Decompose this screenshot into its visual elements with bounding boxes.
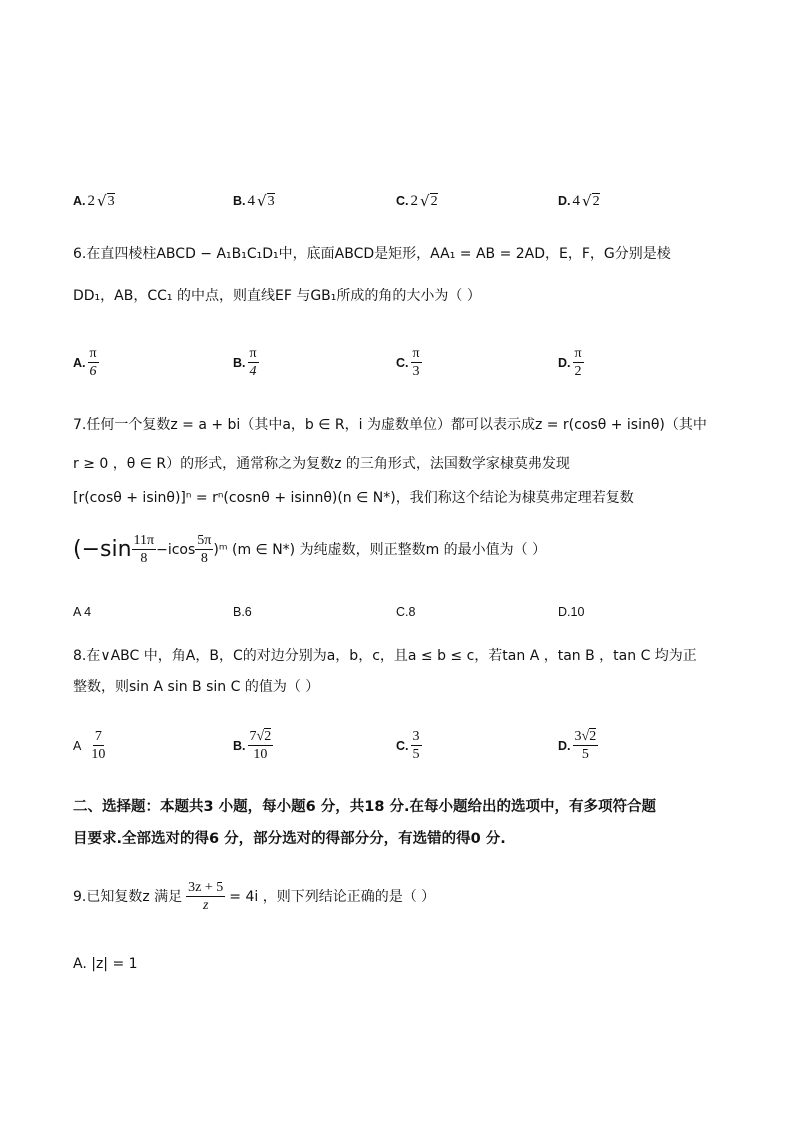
q7-stem-line1: 7.任何一个复数z = a + bi（其中a，b ∈ R，i 为虚数单位）都可以表示成z = r(cosθ + isinθ)（其中 xyxy=(73,417,707,433)
option-label: D. xyxy=(558,194,571,208)
fraction-numerator: 3√2 xyxy=(573,729,599,746)
q6-option-c xyxy=(396,346,422,380)
q8-option-a xyxy=(73,729,107,763)
fraction-denominator: 6 xyxy=(89,364,97,380)
fraction-denominator: 10 xyxy=(253,747,268,763)
q5-option-a xyxy=(73,192,115,210)
q6-option-b xyxy=(233,346,259,380)
option-label: D. xyxy=(558,355,571,370)
option-label: C. xyxy=(396,194,409,208)
option-label: C.8 xyxy=(396,605,416,619)
fraction-numerator: π xyxy=(573,346,584,363)
q7-option-c xyxy=(396,605,415,619)
fraction-denominator: 3 xyxy=(412,364,420,380)
radicand: 3 xyxy=(107,194,115,209)
fraction-numerator: π xyxy=(88,346,99,363)
q6-option-a xyxy=(73,346,99,380)
radicand: 2 xyxy=(264,729,272,744)
option-label: B. xyxy=(233,355,246,370)
fraction-numerator: 11π xyxy=(132,533,157,550)
option-label: D. xyxy=(558,738,571,753)
option-coef: 2 xyxy=(410,192,418,209)
fraction-numerator: 5π xyxy=(195,533,213,550)
fraction-denominator: 8 xyxy=(140,551,148,567)
q6-stem-line1: 6.在直四棱柱ABCD − A₁B₁C₁D₁中，底面ABCD是矩形，AA₁ = AB = 2AD，E，F，G分别是棱 xyxy=(73,246,671,262)
fraction xyxy=(248,729,274,763)
radicand: 2 xyxy=(592,194,600,209)
option-label: B. xyxy=(233,194,246,208)
fraction xyxy=(195,533,213,567)
fraction-numerator: 7√2 xyxy=(248,729,274,746)
coefficient: 7 xyxy=(249,729,257,744)
fraction-numerator: π xyxy=(248,346,259,363)
sqrt-symbol: √ 3 xyxy=(97,192,115,210)
q7-option-a xyxy=(73,605,91,619)
option-label: D.10 xyxy=(558,605,585,619)
q7-stem-line2: r ≥ 0 ，θ ∈ R）的形式，通常称之为复数z 的三角形式，法国数学家棣莫弗发现 xyxy=(73,456,570,472)
q8-option-d xyxy=(558,729,598,763)
q6-stem-line2: DD₁，AB，CC₁ 的中点，则直线EF 与GB₁所成的角的大小为（ ） xyxy=(73,288,481,304)
q8-stem-line2: 整数，则sin A sin B sin C 的值为（ ） xyxy=(73,679,320,695)
fraction xyxy=(573,346,584,380)
q7-option-b xyxy=(233,605,252,619)
q7-expr-mid: −icos xyxy=(156,541,196,558)
fraction-denominator: 4 xyxy=(249,364,257,380)
q7-stem-line4 xyxy=(73,533,546,567)
option-label: A. xyxy=(73,355,86,370)
fraction xyxy=(248,346,259,380)
q9-stem xyxy=(73,880,435,914)
option-coef: 2 xyxy=(87,192,95,209)
option-label: C. xyxy=(396,738,409,753)
option-label: B. xyxy=(233,738,246,753)
fraction-denominator: 2 xyxy=(574,364,582,380)
q7-expr-post: )ᵐ (m ∈ N*) 为纯虚数，则正整数m 的最小值为（ ） xyxy=(213,541,547,558)
option-label: B.6 xyxy=(233,605,252,619)
fraction-denominator: 8 xyxy=(200,551,208,567)
fraction-numerator: 3z + 5 xyxy=(186,880,225,897)
sqrt-symbol: √ 2 xyxy=(582,192,600,210)
fraction xyxy=(186,880,225,914)
fraction xyxy=(573,729,599,763)
q8-stem-line1: 8.在∨ABC 中，角A，B，C的对边分别为a，b，c，且a ≤ b ≤ c，若tan A ，tan B ，tan C 均为正 xyxy=(73,648,697,664)
fraction xyxy=(89,729,107,763)
q7-option-d xyxy=(558,605,584,619)
option-label: C. xyxy=(396,355,409,370)
q9-option-a: A. |z| = 1 xyxy=(73,956,138,972)
sqrt-symbol: √ 3 xyxy=(257,192,275,210)
q5-option-d xyxy=(558,192,600,210)
fraction-denominator: 10 xyxy=(91,747,106,763)
option-coef: 4 xyxy=(247,192,255,209)
fraction xyxy=(411,346,422,380)
option-label: A xyxy=(73,738,82,753)
fraction-numerator: 3 xyxy=(411,729,422,746)
q7-stem-line3: [r(cosθ + isinθ)]ⁿ = rⁿ(cosnθ + isinnθ)(n ∈ N*)，我们称这个结论为棣莫弗定理若复数 xyxy=(73,490,634,506)
section-heading-line1: 二、选择题：本题共3 小题，每小题6 分，共18 分.在每小题给出的选项中，有多项符合题 xyxy=(73,799,657,815)
fraction-numerator: π xyxy=(411,346,422,363)
q9-stem-pre: 9.已知复数z 满足 xyxy=(73,888,183,905)
section-heading-line2: 目要求.全部选对的得6 分，部分选对的得部分分，有选错的得0 分. xyxy=(73,831,506,847)
q8-option-b xyxy=(233,729,273,763)
q6-option-d xyxy=(558,346,584,380)
option-label: A. xyxy=(73,194,86,208)
fraction xyxy=(132,533,157,567)
fraction-denominator: 5 xyxy=(412,747,420,763)
radicand: 3 xyxy=(267,194,275,209)
q9-stem-post: = 4i ，则下列结论正确的是（ ） xyxy=(229,888,436,905)
q5-option-b xyxy=(233,192,275,210)
fraction-numerator: 7 xyxy=(93,729,104,746)
option-label: A 4 xyxy=(73,605,92,619)
option-coef: 4 xyxy=(572,192,580,209)
sqrt-symbol: √ 2 xyxy=(420,192,438,210)
q7-expr-pre: (−sin xyxy=(73,536,132,562)
radicand: 2 xyxy=(430,194,438,209)
fraction-denominator: 5 xyxy=(581,747,589,763)
radicand: 2 xyxy=(589,729,597,744)
fraction-denominator: z xyxy=(202,898,209,914)
q8-option-c xyxy=(396,729,422,763)
coefficient: 3 xyxy=(574,729,582,744)
fraction xyxy=(88,346,99,380)
q5-option-c xyxy=(396,192,438,210)
fraction xyxy=(411,729,422,763)
